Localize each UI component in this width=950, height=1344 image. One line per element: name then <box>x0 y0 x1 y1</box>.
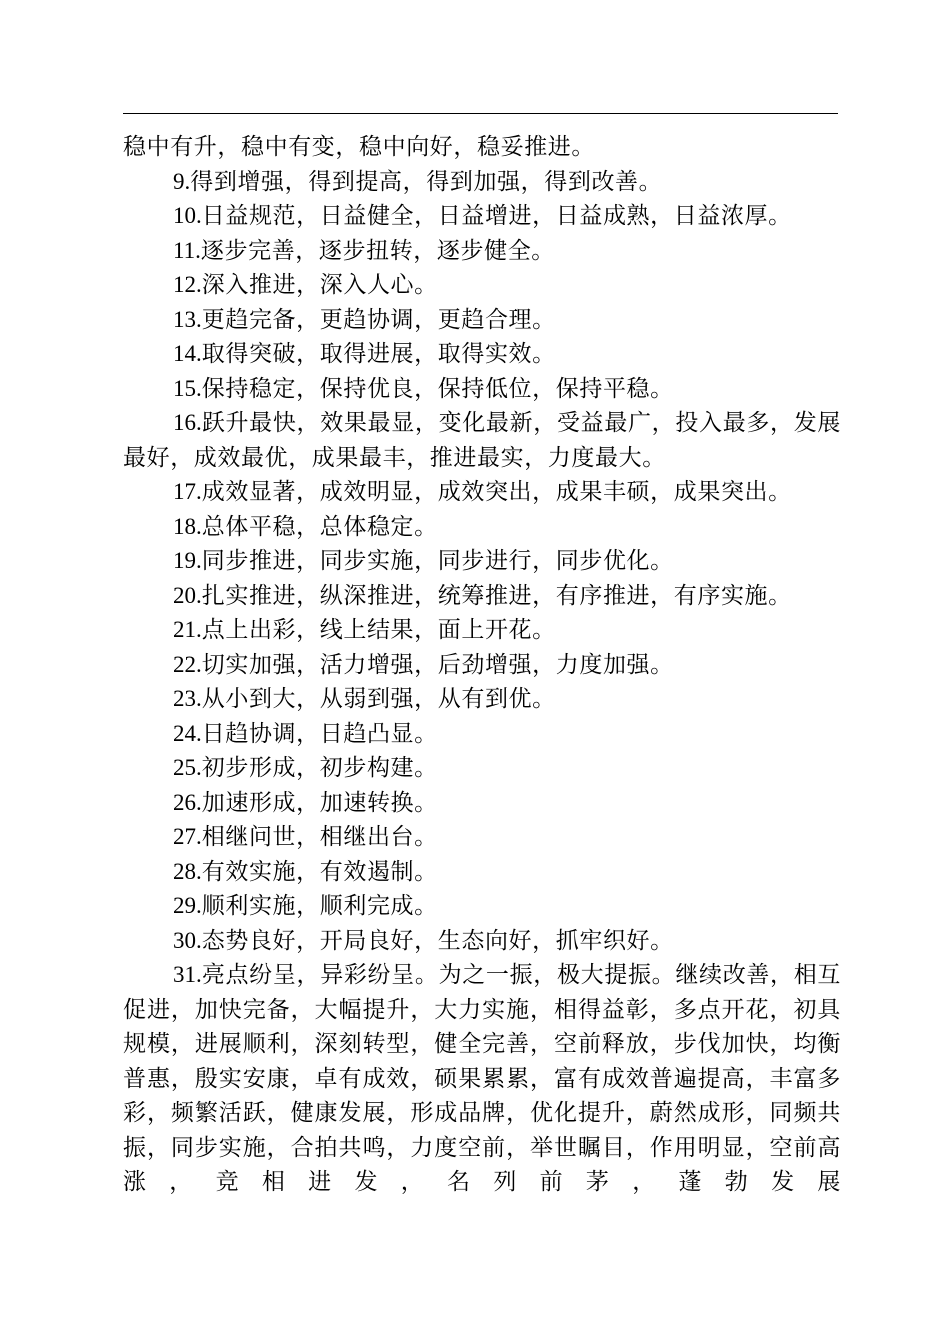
list-item: 10.日益规范，日益健全，日益增进，日益成熟，日益浓厚。 <box>173 203 792 229</box>
list-item: 26.加速形成，加速转换。 <box>173 789 438 816</box>
list-item: 14.取得突破，取得进展，取得实效。 <box>173 341 556 367</box>
document-body <box>123 130 841 1200</box>
continuation-paragraph: 稳中有升，稳中有变，稳中向好，稳妥推进。 <box>123 134 595 160</box>
list-item: 9.得到增强，得到提高，得到加强，得到改善。 <box>173 168 663 195</box>
list-item: 25.初步形成，初步构建。 <box>173 755 438 781</box>
list-item: 21.点上出彩，线上结果，面上开花。 <box>173 617 556 643</box>
list-item: 27.相继问世，相继出台。 <box>173 824 438 850</box>
list-item: 19.同步推进，同步实施，同步进行，同步优化。 <box>173 548 674 574</box>
list-item: 13.更趋完备，更趋协调，更趋合理。 <box>173 306 556 333</box>
list-item: 30.态势良好，开局良好，生态向好，抓牢织好。 <box>173 927 674 954</box>
list-item: 17.成效显著，成效明显，成效突出，成果丰硕，成果突出。 <box>173 479 792 505</box>
list-item: 12.深入推进，深入人心。 <box>173 272 438 298</box>
list-item: 23.从小到大，从弱到强，从有到优。 <box>173 686 556 712</box>
list-item: 24.日趋协调，日趋凸显。 <box>173 720 438 747</box>
list-item: 16.跃升最快，效果最显，变化最新，受益最广，投入最多，发展最好，成效最优，成果最丰，推进最实，力度最大。 <box>123 410 841 471</box>
list-item: 15.保持稳定，保持优良，保持低位，保持平稳。 <box>173 375 674 402</box>
list-item: 18.总体平稳，总体稳定。 <box>173 513 438 540</box>
header-rule <box>123 113 838 114</box>
list-item: 20.扎实推进，纵深推进，统筹推进，有序推进，有序实施。 <box>173 582 792 609</box>
list-item: 29.顺利实施，顺利完成。 <box>173 893 438 919</box>
list-item: 11.逐步完善，逐步扭转，逐步健全。 <box>173 237 555 264</box>
list-item: 22.切实加强，活力增强，后劲增强，力度加强。 <box>173 651 674 678</box>
list-item: 31.亮点纷呈，异彩纷呈。为之一振，极大提振。继续改善，相互促进，加快完备，大幅提升，大力实施，相得益彰，多点开花，初具规模，进展顺利，深刻转型，健全完善，空前释放，步伐加快，均衡普惠，殷实安康，卓有成效，硕果累累，富有成效普遍提高，丰富多彩，频繁活跃，健康发展，形成品牌，优化提升，蔚然成形，同频共振，同步实施，合拍共鸣，力度空前，举世瞩目，作用明显，空前高涨，竞相进发，名列前茅，蓬勃发展 <box>123 962 841 1195</box>
list-item: 28.有效实施，有效遏制。 <box>173 858 438 885</box>
